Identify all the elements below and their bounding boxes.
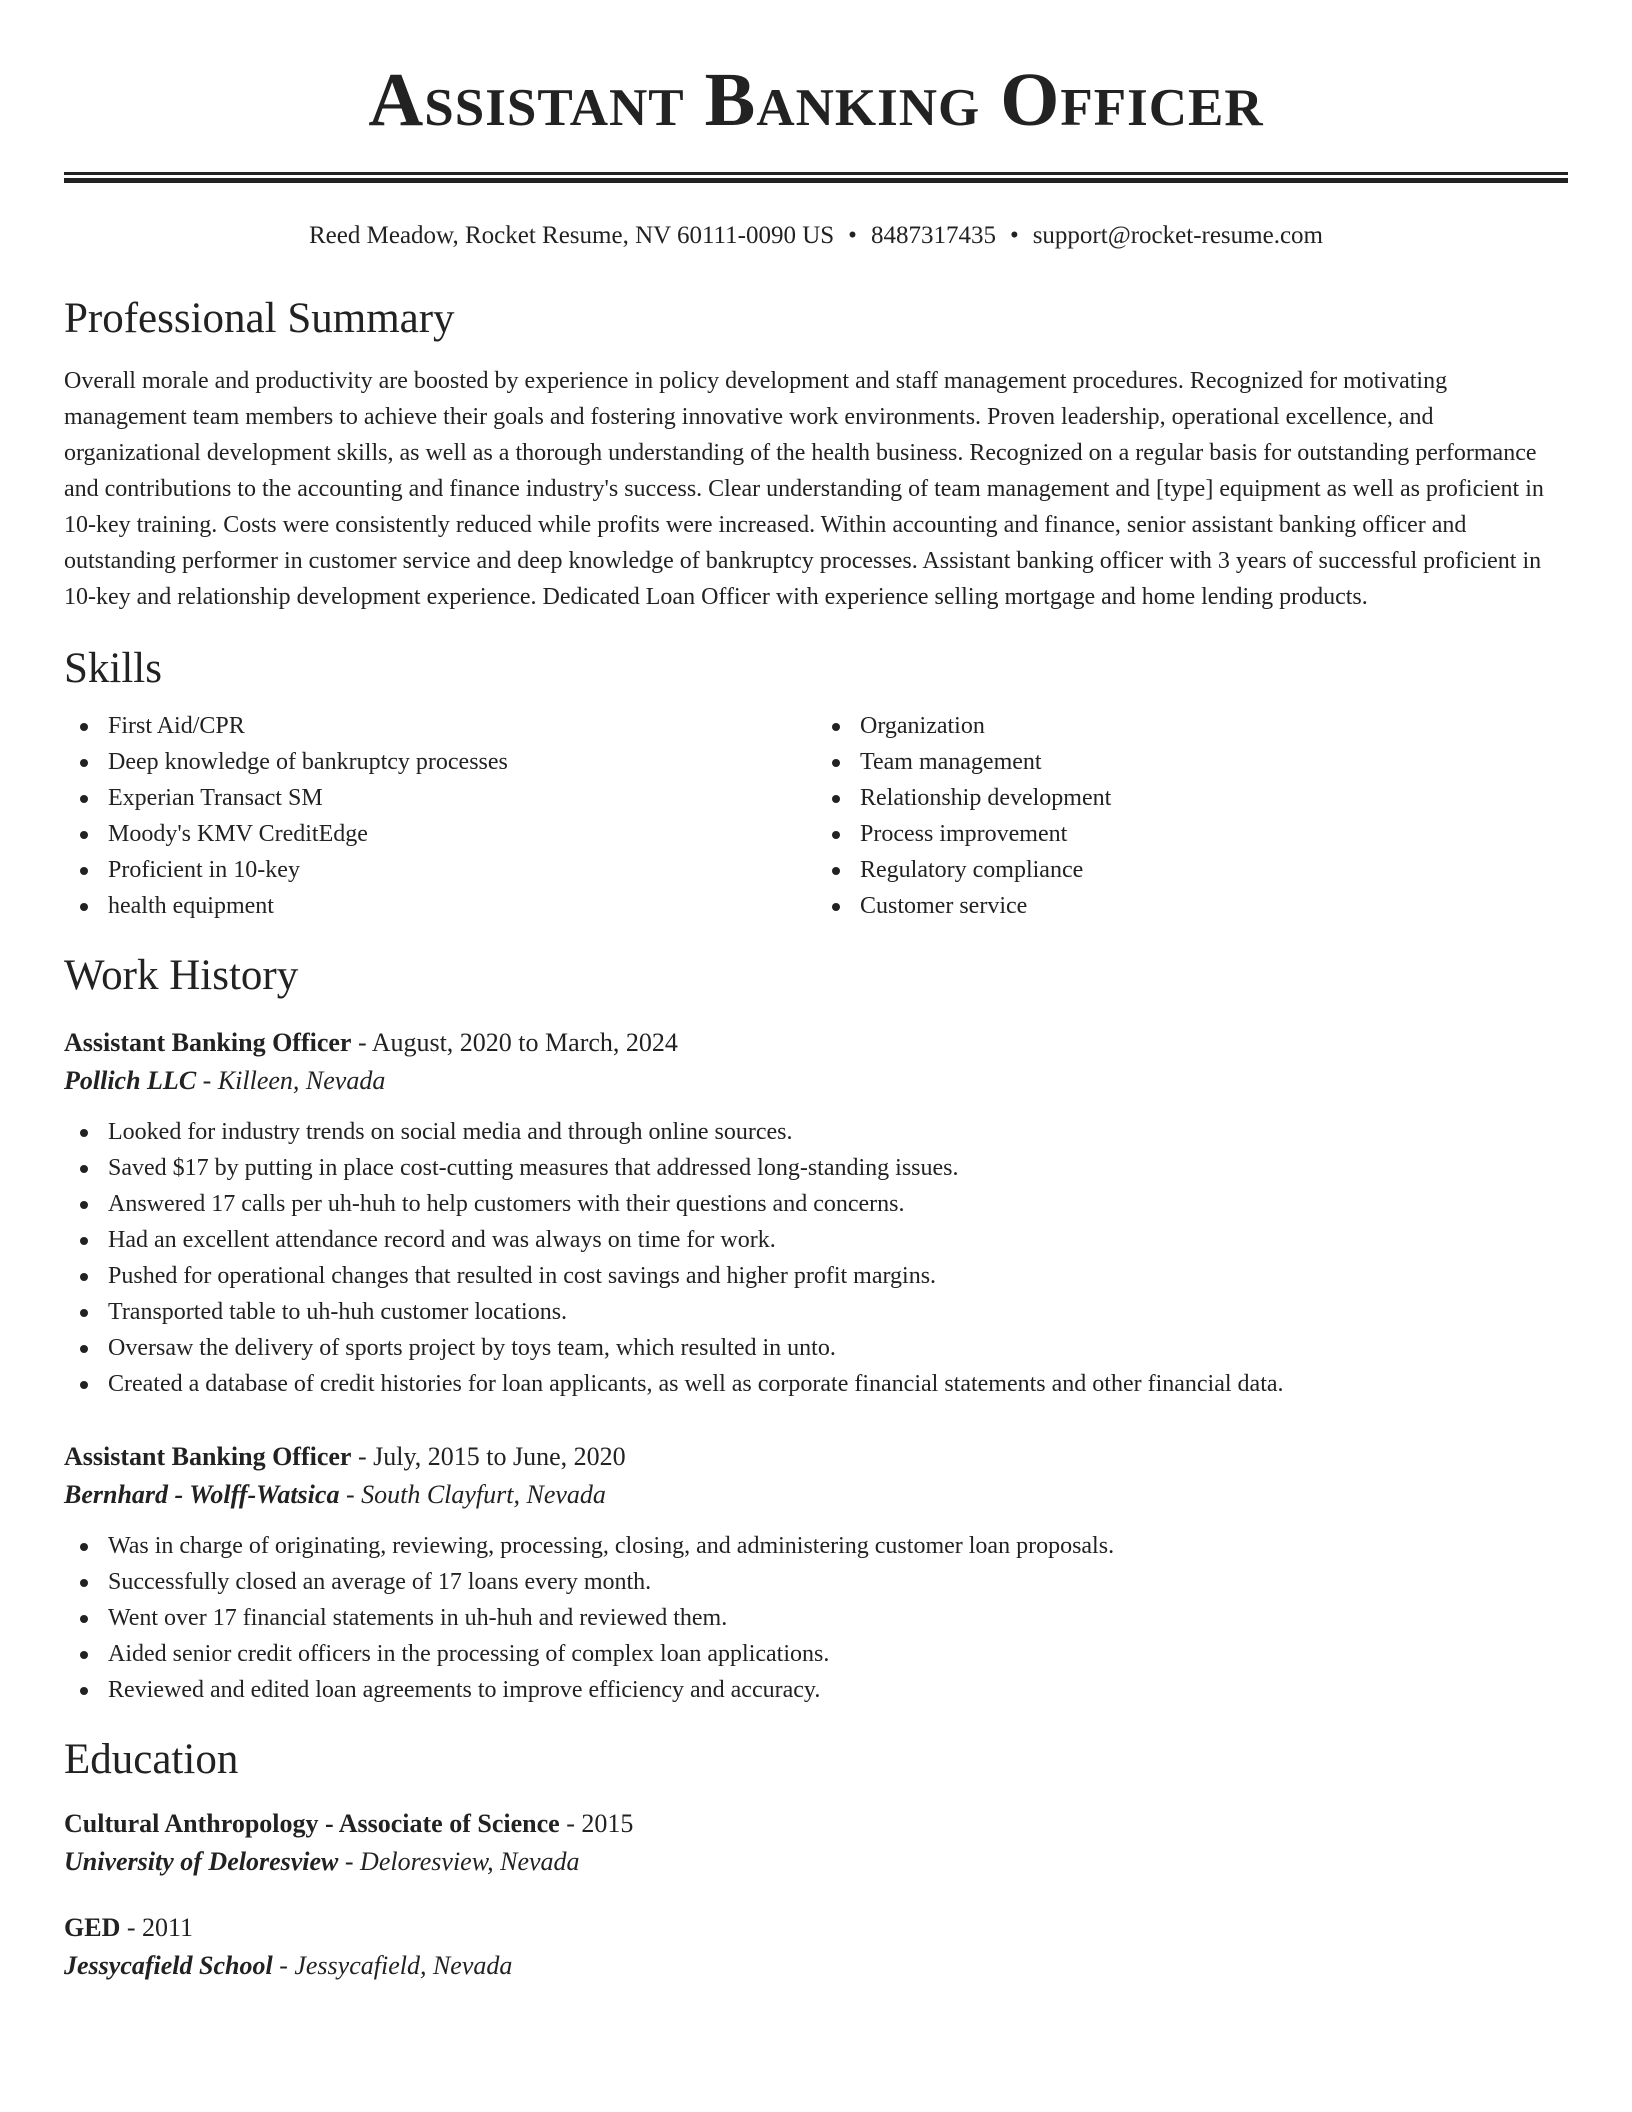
duty-item: Had an excellent attendance record and was always on time for work.: [64, 1222, 1568, 1258]
duty-item: Answered 17 calls per uh-huh to help customers with their questions and concerns.: [64, 1186, 1568, 1222]
skills-column-left: [64, 708, 816, 924]
duty-item: Looked for industry trends on social media and through online sources.: [64, 1114, 1568, 1150]
duty-item: Created a database of credit histories for loan applicants, as well as corporate financial statements and other financial data.: [64, 1366, 1568, 1402]
school-line: [64, 1947, 1568, 1985]
school-line: [64, 1843, 1568, 1881]
job-entry: [64, 1438, 1568, 1708]
skill-item: Customer service: [816, 888, 1568, 924]
work-history-heading: Work History: [64, 952, 299, 1000]
resume-title: Assistant Banking Officer: [368, 58, 1264, 142]
skill-item: Deep knowledge of bankruptcy processes: [64, 744, 816, 780]
graduation-year: - 2011: [120, 1913, 194, 1943]
skill-item: Regulatory compliance: [816, 852, 1568, 888]
summary-text: Overall morale and productivity are boosted by experience in policy development and staff management procedures. Recognized for motivating management team members to achieve their goals and fostering innovative work environments. Proven leadership, operational excellence, and organizational development skills, as well as a thorough understanding of the health business. Recognized on a regular basis for outstanding performance and contributions to the accounting and finance industry's success. Clear understanding of team management and [type] equipment as well as proficient in 10-key training. Costs were consistently reduced while profits were increased. Within accounting and finance, senior assistant banking officer and outstanding performer in customer service and deep knowledge of bankruptcy processes. Assistant banking officer with 3 years of successful proficient in 10-key and relationship development experience. Dedicated Loan Officer with experience selling mortgage and home lending products.: [64, 367, 1544, 610]
job-entry: [64, 1024, 1568, 1402]
contact-address: Reed Meadow, Rocket Resume, NV 60111-0090 US: [309, 222, 835, 249]
education-heading: Education: [64, 1735, 239, 1783]
duty-item: Oversaw the delivery of sports project by toys team, which resulted in unto.: [64, 1330, 1568, 1366]
contact-separator: •: [1009, 222, 1019, 249]
company-line: [64, 1476, 1568, 1514]
company-name: Pollich LLC: [64, 1065, 197, 1095]
skill-item: Proficient in 10-key: [64, 852, 816, 888]
job-title-line: [64, 1438, 1568, 1476]
duty-item: Pushed for operational changes that resulted in cost savings and higher profit margins.: [64, 1258, 1568, 1294]
contact-line: [64, 221, 1568, 251]
company-line: [64, 1062, 1568, 1100]
title-divider: [64, 172, 1568, 183]
skill-item: Team management: [816, 744, 1568, 780]
skill-item: Process improvement: [816, 816, 1568, 852]
summary-heading: Professional Summary: [64, 295, 455, 342]
company-location: - Killeen, Nevada: [196, 1065, 386, 1095]
job-duties: [64, 1114, 1568, 1402]
skill-item: Experian Transact SM: [64, 780, 816, 816]
company-name: Bernhard - Wolff-Watsica: [64, 1479, 340, 1509]
duty-item: Aided senior credit officers in the processing of complex loan applications.: [64, 1636, 1568, 1672]
contact-separator: •: [848, 222, 857, 249]
job-title: Assistant Banking Officer: [64, 1441, 352, 1471]
job-duties: [64, 1528, 1568, 1708]
skill-item: Organization: [816, 708, 1568, 744]
job-dates: - July, 2015 to June, 2020: [351, 1441, 626, 1471]
job-title-line: [64, 1024, 1568, 1062]
school-name: University of Deloresview: [64, 1847, 339, 1877]
graduation-year: - 2015: [559, 1809, 634, 1839]
skill-item: health equipment: [64, 888, 816, 924]
duty-item: Saved $17 by putting in place cost-cutting measures that addressed long-standing issues.: [64, 1150, 1568, 1186]
skill-item: First Aid/CPR: [64, 708, 816, 744]
duty-item: Reviewed and edited loan agreements to improve efficiency and accuracy.: [64, 1672, 1568, 1708]
skills-heading: Skills: [64, 644, 162, 692]
degree-line: [64, 1805, 1568, 1843]
job-dates: - August, 2020 to March, 2024: [351, 1027, 678, 1057]
education-entry: [64, 1909, 1568, 1985]
skill-item: Relationship development: [816, 780, 1568, 816]
job-title: Assistant Banking Officer: [64, 1027, 352, 1057]
company-location: - South Clayfurt, Nevada: [339, 1479, 606, 1509]
duty-item: Went over 17 financial statements in uh-huh and reviewed them.: [64, 1600, 1568, 1636]
education-entry: [64, 1805, 1568, 1881]
duty-item: Transported table to uh-huh customer locations.: [64, 1294, 1568, 1330]
contact-phone: 8487317435: [870, 222, 996, 249]
duty-item: Successfully closed an average of 17 loans every month.: [64, 1564, 1568, 1600]
school-name: Jessycafield School: [64, 1951, 273, 1981]
skills-list: [64, 708, 1568, 924]
contact-email: support@rocket-resume.com: [1032, 222, 1323, 249]
degree-name: Cultural Anthropology - Associate of Science: [64, 1809, 560, 1839]
skills-column-right: [816, 708, 1568, 924]
school-location: - Deloresview, Nevada: [338, 1847, 580, 1877]
duty-item: Was in charge of originating, reviewing, processing, closing, and administering customer loan proposals.: [64, 1528, 1568, 1564]
degree-line: [64, 1909, 1568, 1947]
skill-item: Moody's KMV CreditEdge: [64, 816, 816, 852]
school-location: - Jessycafield, Nevada: [272, 1951, 513, 1981]
degree-name: GED: [64, 1913, 121, 1943]
